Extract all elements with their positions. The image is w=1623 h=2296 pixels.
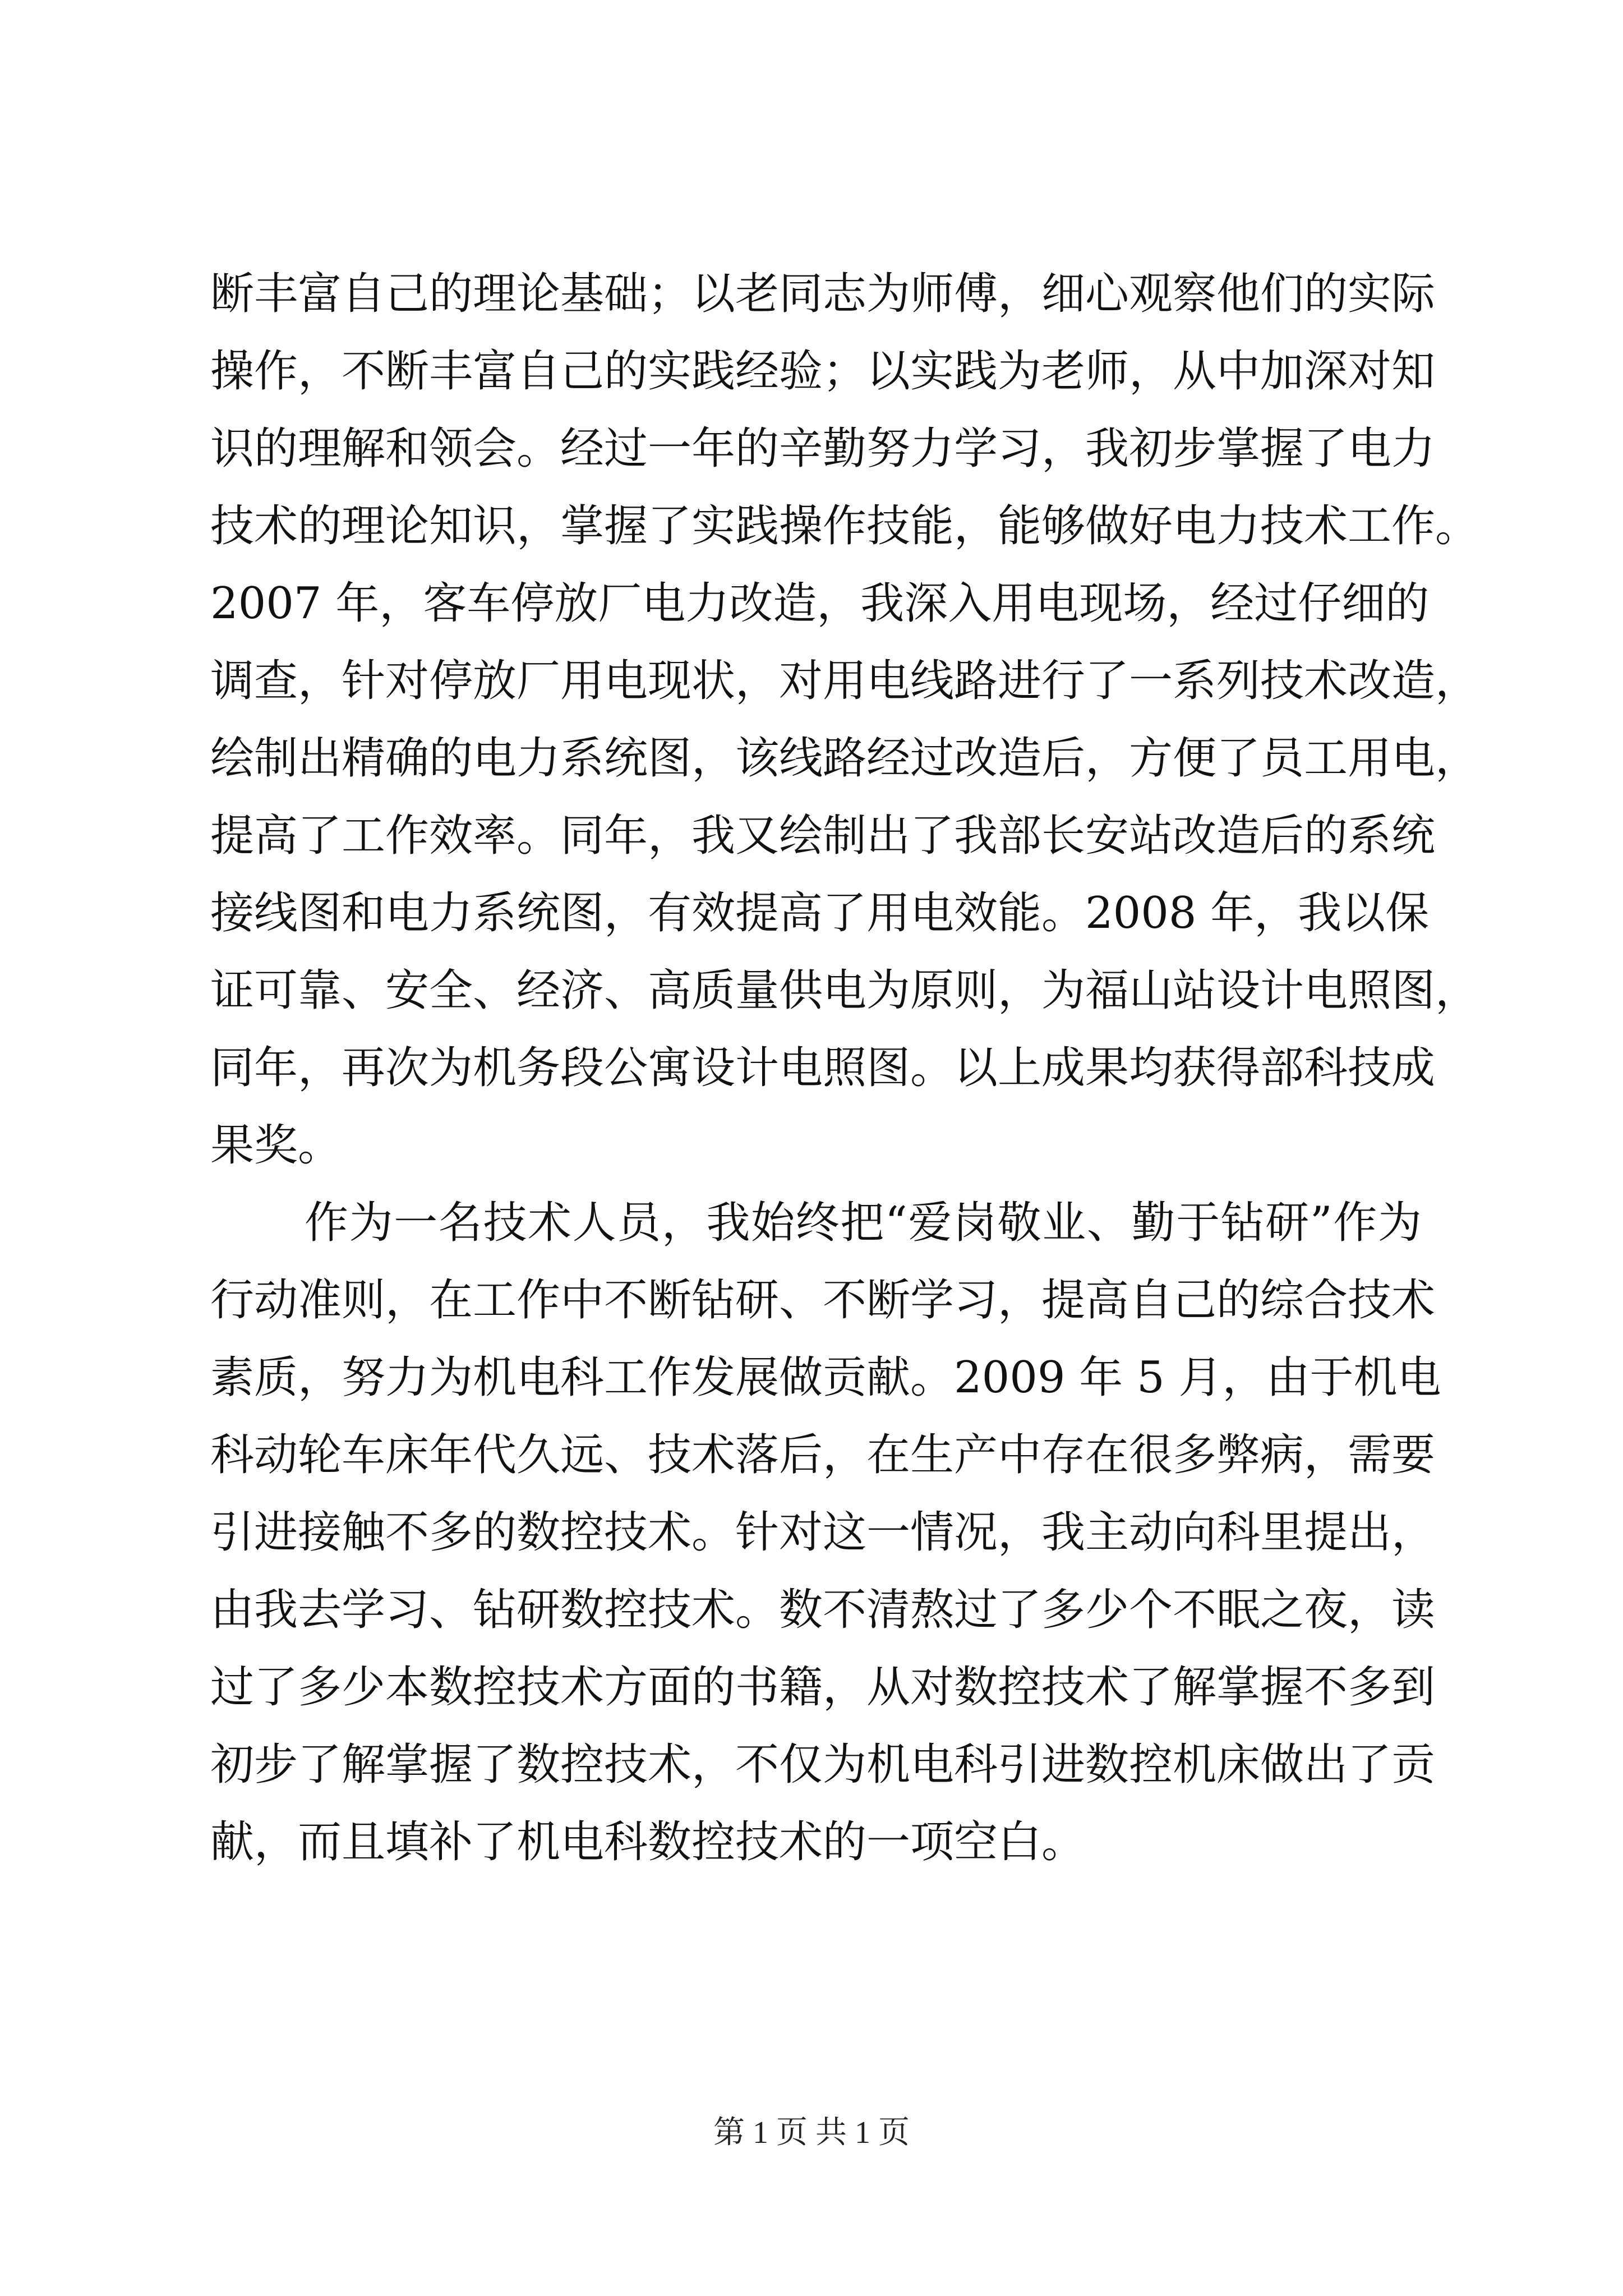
text-line: 绘制出精确的电力系统图，该线路经过改造后，方便了员工用电， [210, 733, 1479, 784]
page-number-footer: 第 1 页 共 1 页 [713, 2115, 910, 2150]
text-line: 调查，针对停放厂用电现状，对用电线路进行了一系列技术改造， [210, 656, 1479, 706]
text-line: 断丰富自己的理论基础；以老同志为师傅，细心观察他们的实际 [210, 269, 1436, 319]
document-body [210, 255, 1479, 1881]
text-line: 同年，再次为机务段公寓设计电照图。以上成果均获得部科技成 [210, 1043, 1436, 1093]
text-line: 接线图和电力系统图，有效提高了用电效能。2008 年，我以保 [210, 888, 1430, 938]
text-line: 引进接触不多的数控技术。针对这一情况，我主动向科里提出， [210, 1507, 1436, 1558]
text-line: 技术的理论知识，掌握了实践操作技能，能够做好电力技术工作。 [210, 501, 1479, 551]
text-line: 素质，努力为机电科工作发展做贡献。2009 年 5 月，由于机电 [210, 1352, 1441, 1403]
text-line: 科动轮车床年代久远、技术落后，在生产中存在很多弊病，需要 [210, 1430, 1436, 1480]
text-line: 操作，不断丰富自己的实践经验；以实践为老师，从中加深对知 [210, 346, 1436, 397]
text-line: 初步了解掌握了数控技术，不仅为机电科引进数控机床做出了贡 [210, 1740, 1436, 1790]
text-line: 提高了工作效率。同年，我又绘制出了我部长安站改造后的系统 [210, 811, 1436, 861]
paragraph-first-line: 作为一名技术人员，我始终把“爱岗敬业、勤于钻研”作为 [305, 1198, 1422, 1248]
text-line: 识的理解和领会。经过一年的辛勤努力学习，我初步掌握了电力 [210, 424, 1436, 474]
text-line: 2007 年，客车停放厂电力改造，我深入用电现场，经过仔细的 [210, 578, 1430, 629]
text-line: 果奖。 [210, 1120, 342, 1171]
text-line: 证可靠、安全、经济、高质量供电为原则，为福山站设计电照图， [210, 965, 1479, 1016]
text-line: 行动准则，在工作中不断钻研、不断学习，提高自己的综合技术 [210, 1275, 1436, 1326]
text-line: 献，而且填补了机电科数控技术的一项空白。 [210, 1817, 1086, 1867]
text-line: 由我去学习、钻研数控技术。数不清熬过了多少个不眠之夜，读 [210, 1585, 1436, 1635]
text-line: 过了多少本数控技术方面的书籍，从对数控技术了解掌握不多到 [210, 1662, 1436, 1713]
